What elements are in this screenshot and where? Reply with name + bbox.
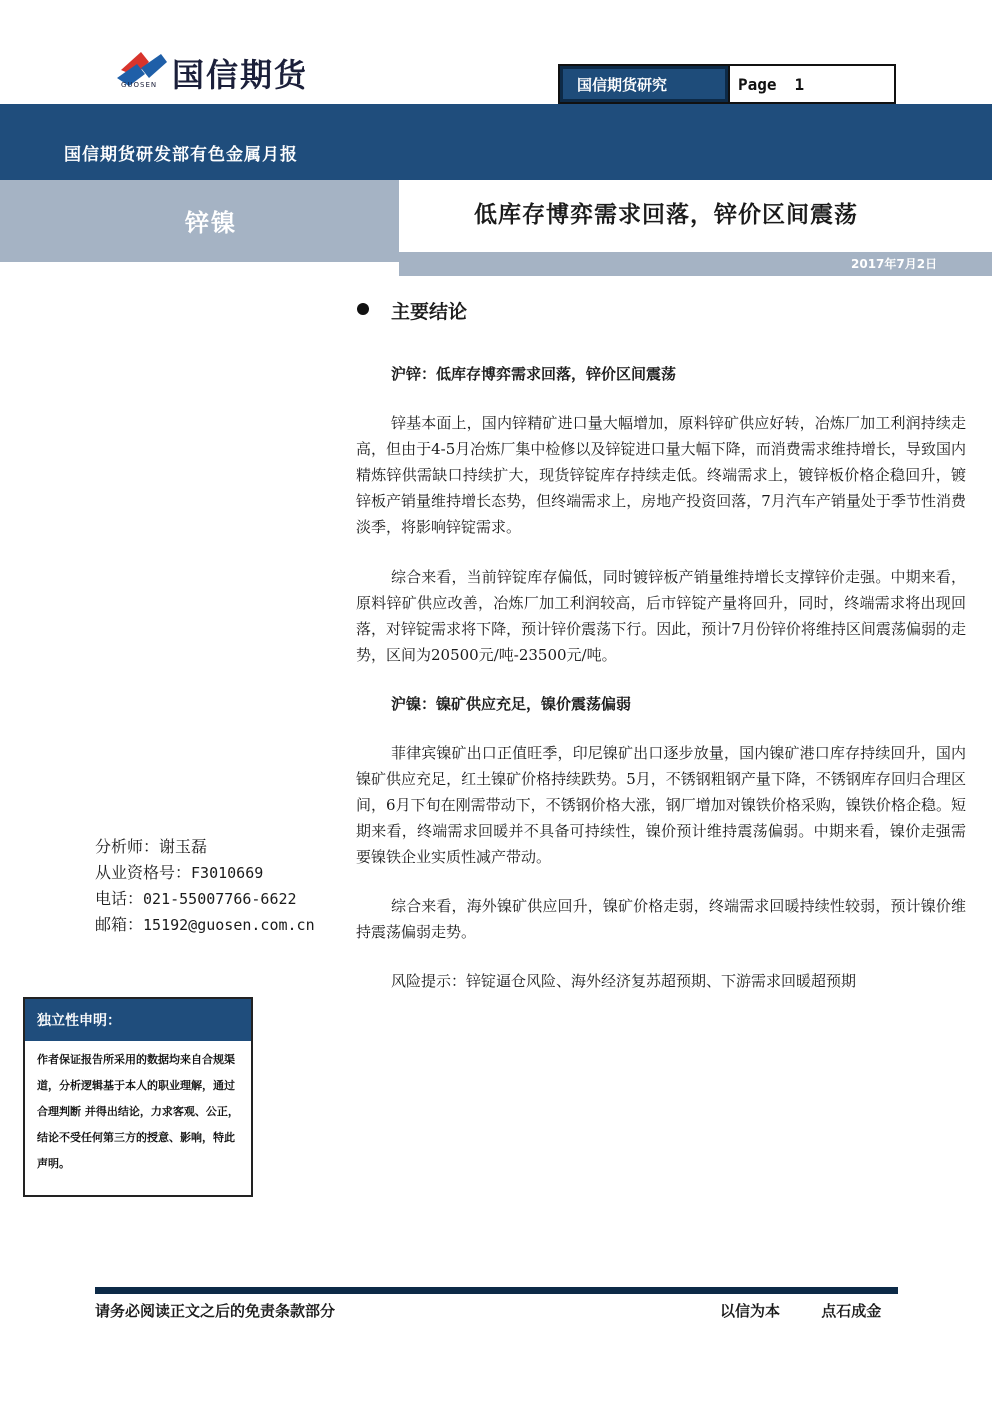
footer-slogan [720, 1300, 881, 1321]
analyst-info [95, 834, 315, 938]
footer-disclaimer: 请务必阅读正文之后的免责条款部分 [95, 1302, 336, 1320]
page-number: 1 [794, 74, 805, 94]
declaration-box [23, 997, 253, 1197]
analyst-phone: 电话：021-55007766-6622 [95, 889, 297, 908]
page-label: Page [738, 74, 777, 94]
footer-slogan-2: 点石成金 [821, 1302, 882, 1320]
section-title: 主要结论 [391, 301, 468, 323]
footer-divider [95, 1287, 898, 1294]
page-indicator-box [558, 64, 896, 104]
footer-slogan-1: 以信为本 [720, 1302, 781, 1320]
nickel-subhead: 沪镍：镍矿供应充足，镍价震荡偏弱 [391, 695, 632, 713]
zinc-subhead: 沪锌：低库存博弈需求回落，锌价区间震荡 [391, 365, 677, 383]
report-date: 2017年7月2日 [851, 257, 938, 271]
bullet-icon [357, 303, 369, 315]
zinc-paragraph-2: 综合来看，当前锌锭库存偏低，同时镀锌板产销量维持增长支撑锌价走强。中期来看，原料锌矿供应改善，冶炼厂加工利润较高，后市锌锭产量将回升，同时，终端需求将出现回落，对锌锭需求将下降，预计锌价震荡下行。因此，预计7月份锌价将维持区间震荡偏弱的走势，区间为20500元/吨-23500元/吨。 [356, 568, 966, 664]
page-indicator [728, 66, 894, 102]
report-name: 国信期货研发部有色金属月报 [64, 145, 298, 165]
declaration-body: 作者保证报告所采用的数据均来自合规渠道，分析逻辑基于本人的职业理解，通过合理判断 并得出结论，力求客观、公正，结论不受任何第三方的授意、影响，特此声明。 [37, 1053, 239, 1170]
logo-subtext: GUOSEN [121, 81, 158, 89]
declaration-title: 独立性申明： [25, 999, 251, 1041]
page-title: 低库存博弈需求回落，锌价区间震荡 [474, 201, 858, 228]
logo-text: 国信期货 [172, 56, 309, 94]
analyst-license: 从业资格号：F3010669 [95, 863, 264, 882]
nickel-paragraph-1: 菲律宾镍矿出口正值旺季，印尼镍矿出口逐步放量，国内镍矿港口库存持续回升，国内镍矿供应充足，红土镍矿价格持续跌势。5月，不锈钢粗钢产量下降，不锈钢库存回归合理区间，6月下旬在刚需带动下，不锈钢价格大涨，钢厂增加对镍铁价格采购，镍铁价格企稳。短期来看，终端需求回暖并不具备可持续性，镍价预计维持震荡偏弱。中期来看，镍价走强需要镍铁企业实质性减产带动。 [356, 744, 966, 866]
zinc-paragraph-1: 锌基本面上，国内锌精矿进口量大幅增加，原料锌矿供应好转，冶炼厂加工利润持续走高，但由于4-5月冶炼厂集中检修以及锌锭进口量大幅下降，而消费需求维持增长，导致国内精炼锌供需缺口持续扩大，现货锌锭库存持续走低。终端需求上，镀锌板价格企稳回升，镀锌板产销量维持增长态势，但终端需求上，房地产投资回落，7月汽车产销量处于季节性消费淡季，将影响锌锭需求。 [356, 414, 966, 536]
risk-notice: 风险提示：锌锭逼仓风险、海外经济复苏超预期、下游需求回暖超预期 [391, 972, 857, 990]
analyst-name: 分析师：谢玉磊 [95, 837, 208, 856]
nickel-paragraph-2: 综合来看，海外镍矿供应回升，镍矿价格走弱，终端需求回暖持续性较弱，预计镍价维持震荡偏弱走势。 [356, 897, 966, 941]
research-label: 国信期货研究 [560, 66, 728, 102]
analyst-email: 邮箱：15192@guosen.com.cn [95, 915, 315, 934]
category-label: 锌镍 [185, 208, 237, 237]
